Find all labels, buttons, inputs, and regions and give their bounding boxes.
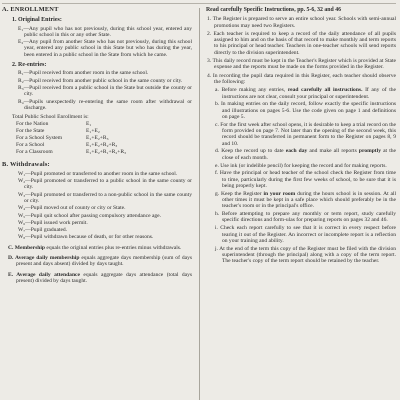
instruction-4j: j. At the end of the term this copy of the Register must be filed with the division superintendent (through the principal) along with a copy of the term report. The teacher's copy of the term report should be retained by the teacher. <box>215 245 396 265</box>
average-daily-membership-text: equals aggregate days membership (sum of days present and days absent) divided by days taught. <box>16 255 193 268</box>
instruction-4b: b. In making entries on the daily record, follow exactly the specific instructions and illustrations on pages 5-6. Use the code given on page 1 and definitions on page 5. <box>215 101 396 120</box>
instruction-4a-pre: a. Before making any entries, <box>215 87 288 94</box>
instruction-4g <box>215 190 396 210</box>
instruction-4i: i. Check each report carefully to see that it is correct in every respect before tearing it out of the Register. An incorrect or incomplete report is a reflection on your training and ability. <box>215 225 396 244</box>
average-daily-attendance-term: E. Average daily attendance <box>8 271 80 278</box>
instruction-4a-post: If any of the instructions are not clear, consult your principal or superintendent. <box>222 87 397 100</box>
instruction-4d-bold-promptly: promptly <box>358 148 381 155</box>
instruction-4c: c. For the first week after school opens, it is desirable to keep a trial record on the form provided on page 7. Not later than the opening of the second week, this record should be transferred in permanent form to the Register on pages 8, 9 and 10. <box>215 121 396 147</box>
instruction-4g-bold: in your room <box>263 190 296 197</box>
instruction-4e: e. Use ink (or indelible pencil) for keeping the record and for making reports. <box>215 162 387 169</box>
instruction-4f: f. Have the principal or head teacher of the school check the Register from time to time, particularly during the first few weeks of school, to be sure that it is being properly kept. <box>215 170 396 189</box>
instruction-4d-post: at the close of each month. <box>222 148 396 161</box>
formula-value: E₁+E₂+R₂+R₃ <box>86 141 118 148</box>
formula-value: E₁+E₂ <box>86 128 100 135</box>
formula-value: E₁ <box>86 121 92 128</box>
membership-term: C. Membership <box>8 244 45 251</box>
withdrawal-w6: W₆—Pupil issued work permit. <box>18 219 88 226</box>
instruction-4h: h. Before attempting to prepare any monthly or term report, study carefully specific directions and form-ulas for preparing reports on pages 32 and 46. <box>215 211 396 224</box>
formula-label: For a School <box>16 141 45 148</box>
formula-value: E₁+E₂+R₃ <box>86 135 109 142</box>
membership-definition <box>8 244 192 251</box>
original-entries-heading: 1. Original Entries: <box>12 17 62 24</box>
formula-row <box>16 128 126 135</box>
formula-value: E₁+E₂+R₁+R₂+R₃ <box>86 148 127 155</box>
formula-row <box>16 121 126 128</box>
entry-r4: R₄—Pupils unexpectedly re-entering the same room after withdrawal or discharge. <box>18 98 192 111</box>
entry-e1: E₁—Any pupil who has not previously, during this school year, entered any public school in this or any other State. <box>18 25 192 38</box>
entry-r1: R₁—Pupil received from another room in the same school. <box>18 70 149 77</box>
entry-e2: E₂—Any pupil from another State who has not previously, during this school year, entered any public school in this State but who has during the year, been entered in a public school in the State from which he came. <box>18 39 192 58</box>
column-divider <box>199 8 200 400</box>
total-enrollment-heading: Total Public School Enrollment is: <box>12 114 89 121</box>
average-daily-attendance-text: equals aggregate days attendance (total days present) divided by days taught. <box>16 271 192 284</box>
instruction-1: 1. The Register is prepared to serve an entire school year. Schools with semi-annual promotions may need two Registers. <box>207 16 396 29</box>
instruction-2: 2. Each teacher is required to keep a record of the daily attendance of all pupils assigned to him and on the basis of that record to make monthly and term reports to his principal or head teacher. Teachers in one-teacher schools will send reports directly to the division superintendent. <box>207 30 396 56</box>
average-daily-membership-term: D. Average daily membership <box>8 255 80 261</box>
formula-label: For a Classroom <box>16 148 53 155</box>
instruction-4g-pre: g. Keep the Register <box>215 190 264 197</box>
section-withdrawals-heading: B. Withdrawals: <box>2 161 50 169</box>
section-enrollment-heading: A. ENROLLMENT <box>2 6 59 13</box>
withdrawal-w7: W₇—Pupil graduated. <box>18 227 68 234</box>
instruction-4d-mid: and make all reports <box>307 148 359 155</box>
entry-r2: R₂—Pupil received from another public school in the same county or city. <box>18 77 183 84</box>
withdrawal-w1: W₁—Pupil promoted or transferred to another room in the same school. <box>18 170 178 177</box>
re-entries-heading: 2. Re-entries: <box>12 62 47 69</box>
instruction-4a <box>215 87 397 100</box>
right-column <box>202 0 398 400</box>
formula-label: For the State <box>16 128 45 135</box>
instruction-4d-pre: d. Keep the record up to date <box>215 148 286 155</box>
instructions-heading: Read carefully Specific Instructions, pp. 5-6, 32 and 46 <box>206 7 341 13</box>
instruction-3: 3. This daily record must be kept in the Teacher's Register which is provided at State expense and the reports must be made on the forms provided in the Register. <box>207 58 396 71</box>
withdrawal-w5: W₅—Pupil quit school after passing compulsory attendance age. <box>18 212 162 219</box>
formula-row <box>16 135 126 142</box>
instruction-4a-bold: read carefully all instructions. <box>287 87 363 94</box>
withdrawal-w8: W₈—Pupil withdrawn because of death, or for other reasons. <box>18 234 154 241</box>
average-daily-membership-definition <box>8 255 193 268</box>
withdrawal-w2: W₂—Pupil promoted or transferred to a public school in the same county or city. <box>18 178 192 191</box>
instruction-4: 4. In recording the pupil data required in this Register, each teacher should observe the following: <box>207 72 396 85</box>
instruction-4d-bold-day: each day <box>285 148 308 155</box>
entry-r3: R₃—Pupil received from a public school in the State but outside the county or city. <box>18 84 192 98</box>
withdrawal-w4: W₄—Pupil moved out of county or city or State. <box>18 205 126 212</box>
average-daily-attendance-definition <box>8 271 192 285</box>
instruction-4g-post: during the hours school is in session. At all other times it must be kept in a safe place which should preferably be in the teacher's room or in the principal's office. <box>222 190 396 210</box>
formula-label: For a School System <box>16 135 63 142</box>
withdrawal-w3: W₃—Pupil promoted or transferred to a non-public school in the same county or city. <box>18 191 192 204</box>
formula-row <box>16 149 126 156</box>
left-column <box>2 0 198 400</box>
membership-text: equals the original entries plus re-entries minus withdrawals. <box>46 244 182 251</box>
instruction-4d <box>215 148 396 161</box>
formula-row <box>16 142 126 149</box>
formula-label: For the Nation <box>16 121 49 128</box>
enrollment-formula-table <box>16 121 126 155</box>
